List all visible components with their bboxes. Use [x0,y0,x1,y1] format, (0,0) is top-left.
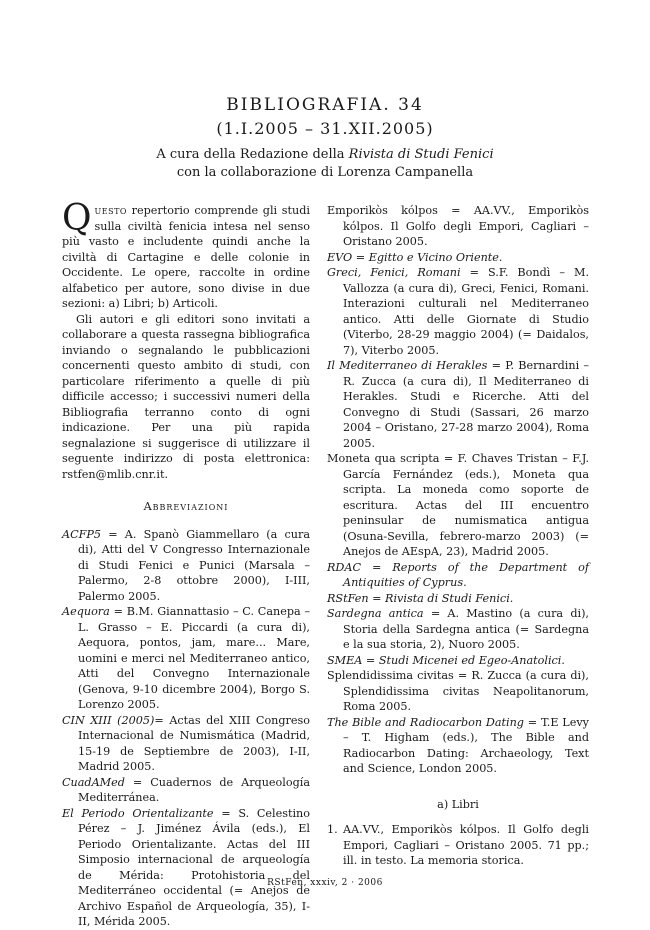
intro-paragraph-1 [62,198,310,312]
intro-text: repertorio comprende gli studi sulla civiltà fenicia intesa nel senso più vasto e includente quindi anche la civiltà di Cartagine e delle colonie in Occidente. Le opere, raccolte in ordine alfabetico per autore, sono divise in due sezioni: a) Libri; b) Articoli. [62,204,310,310]
collaboration-line: con la collaborazione di Lorenza Campanella [176,165,474,180]
intro-first-word: uesto [94,204,127,217]
intro-paragraph-2: Gli autori e gli editori sono invitati a collaborare a questa rassegna bibliografica inviando o segnalando le pubblicazioni concernenti questo ambito di studi, con particolare riferimento a quelle di più difficile accesso; i successivi numeri della Bibliografia terranno conto di ogni indicazione. Per una più rapida segnalazione si suggerisce di utilizzare il seguente indirizzo di posta elettronica: rstfen@mlib.cnr.it. [62,312,310,481]
item-text: AA.VV., Emporikòs kólpos. Il Golfo degli Empori, Cagliari – Oristano 2005. 71 pp.; ill. in testo. La memoria storica. [343,823,589,867]
abbreviation-entry: El Periodo Orientalizante = S. Celestino Pérez – J. Jiménez Ávila (eds.), El Periodo Orientalizante. Actas del III Simposio internacional de arqueología de Mérida: Protohistoria del Mediterráneo occidental (= Anejos de Archivo Español de Arqueología, 35), I-II, Mérida 2005. [62,806,310,928]
section-heading-libri: a) Libri [437,797,479,811]
abbreviation-entry: CuadAMed = Cuadernos de Arqueología Mediterránea. [62,775,310,804]
abbreviation-entry: Aequora = B.M. Giannattasio – C. Canepa – L. Grasso – E. Piccardi (a cura di), Aequora, pontos, jam, mare... Mare, uomini e merci nel Mediterraneo antico, Atti del Convegno Internazionale (Genova, 9-10 dicembre 2004), Borgo S. Lorenzo 2005. [62,605,310,711]
page-footer: RStFen, xxxiv, 2 · 2006 [267,878,383,888]
abbreviation-entry: Emporikòs kólpos = AA.VV., Emporikòs kólpos. Il Golfo degli Empori, Cagliari – Oristano 2005. [327,204,589,248]
drop-cap: Q [62,198,92,239]
list-item [327,822,589,869]
abbreviation-entry: Sardegna antica = A. Mastino (a cura di), Storia della Sardegna antica (= Sardegna e la sua storia, 2), Nuoro 2005. [327,607,589,651]
abbreviation-entry: CIN XIII (2005)= Actas del XIII Congreso Internacional de Numismática (Madrid, 15-19 de Septiembre de 2003), I-II, Madrid 2005. [62,713,310,773]
abbreviation-entry: RDAC = Reports of the Department of Antiquities of Cyprus. [327,560,589,589]
libri-list [327,822,589,869]
item-number: 1. [327,823,338,836]
abbreviation-entry: ACFP5 = A. Spanò Giammellaro (a cura di), Atti del V Congresso Internazionale di Studi Fenici e Punici (Marsala – Palermo, 2-8 ottobre 2000), I-III, Palermo 2005. [62,527,310,603]
abbreviations-list-left [62,527,310,930]
editors-block [0,146,650,182]
editors-prefix: A cura della Redazione della [156,147,349,162]
abbreviation-entry: Il Mediterraneo di Herakles = P. Bernardini – R. Zucca (a cura di), Il Mediterraneo di Herakles. Studi e Ricerche. Atti del Convegno di Studi (Sassari, 26 marzo 2004 – Oristano, 27-28 marzo 2004), Roma 2005. [327,359,589,450]
section-heading-abbreviazioni: Abbreviazioni [143,500,229,513]
right-column [327,203,589,869]
abbreviation-entry: SMEA = Studi Micenei ed Egeo-Anatolici. [327,653,565,667]
abbreviation-entry: Splendidissima civitas = R. Zucca (a cura di), Splendidissima civitas Neapolitanorum, Roma 2005. [327,669,589,713]
abbreviation-entry: RStFen = Rivista di Studi Fenici. [327,591,514,605]
date-range: (1.I.2005 – 31.XII.2005) [216,119,434,138]
editors-line [0,146,650,164]
abbreviation-entry: Greci, Fenici, Romani = S.F. Bondì – M. Vallozza (a cura di), Greci, Fenici, Romani. Interazioni culturali nel Mediterraneo antico. Atti delle Giornate di Studio (Viterbo, 28-29 maggio 2004) (= Daidalos, 7), Viterbo 2005. [327,266,590,357]
abbreviation-entry: EVO = Egitto e Vicino Oriente. [327,250,503,264]
abbreviation-entry: Moneta qua scripta = F. Chaves Tristan – F.J. García Fernández (eds.), Moneta qua scripta. La moneda como soporte de escritura. Actas del III encuentro peninsular de numismatica antigua (Osuna-Sevilla, febrero-marzo 2003) (= Anejos de AEspA, 23), Madrid 2005. [327,452,589,558]
journal-name: Rivista di Studi Fenici [348,147,494,162]
left-column [62,198,310,930]
page-title: BIBLIOGRAFIA. 34 [226,95,424,115]
abbreviations-list-right [327,203,589,777]
abbreviation-entry: The Bible and Radiocarbon Dating = T.E Levy – T. Higham (eds.), The Bible and Radiocarbon Dating: Archaeology, Text and Science, London 2005. [327,715,589,775]
